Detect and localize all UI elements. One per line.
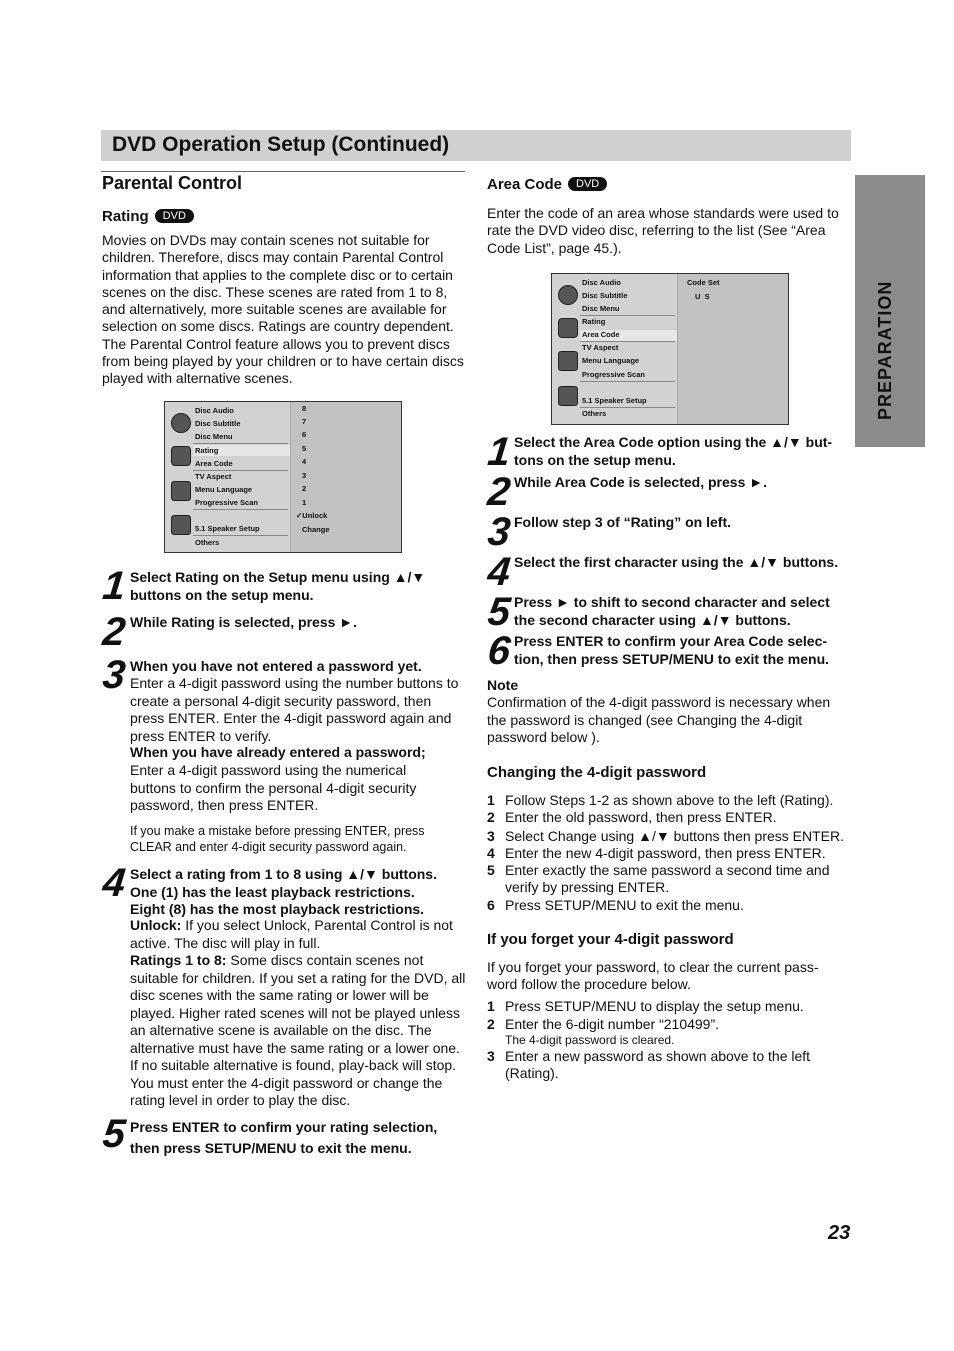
list-item — [487, 845, 852, 862]
list-text: Enter the new 4-digit password, then press ENTER. — [505, 845, 826, 861]
list-text: Enter the old password, then press ENTER. — [505, 809, 777, 825]
step-number: 2 — [485, 470, 513, 514]
step-text: Enter a 4-digit password using the number buttons to create a personal 4-digit security password, then press ENTER. Enter the 4-digit password again and press ENTER to verify. — [130, 675, 459, 744]
menu-separator — [193, 535, 288, 536]
list-text: Enter a new password as shown above to the left (Rating). — [505, 1048, 811, 1082]
list-number: 3 — [487, 1048, 495, 1064]
disc-icon — [558, 285, 578, 305]
list-text: Enter the 6-digit number “210499”. — [505, 1016, 720, 1032]
list-item — [487, 1048, 842, 1083]
step-text: While Area Code is selected, press ►. — [514, 474, 767, 490]
step-subheading: When you have not entered a password yet. — [130, 658, 422, 674]
tv-icon — [171, 481, 191, 501]
note-title: Note — [487, 677, 519, 693]
step-text: Enter a 4-digit password using the numerical buttons to confirm the personal 4-digit security password, then press ENTER. — [130, 762, 417, 813]
step-text: Follow step 3 of “Rating” on left. — [514, 514, 731, 530]
list-text: Press SETUP/MENU to exit the menu. — [505, 897, 744, 913]
menu-value: 8 — [302, 404, 307, 413]
page-title-bar — [101, 130, 851, 161]
menu-value-unlock: ✓Unlock — [296, 511, 328, 520]
rating-heading — [102, 208, 194, 225]
list-item — [487, 862, 852, 897]
list-subtext: The 4-digit password is cleared. — [505, 1033, 675, 1047]
lock-icon — [558, 318, 578, 338]
list-number: 2 — [487, 1016, 495, 1032]
menu-item: Disc Menu — [582, 304, 620, 313]
list-item — [487, 998, 842, 1016]
menu-item: Menu Language — [582, 356, 640, 365]
menu-item: Disc Audio — [195, 406, 234, 415]
list-item — [487, 897, 852, 914]
ratings-text: Some discs contain scenes not suitable for children. If you set a rating for the DVD, all disc scenes with the same rating or lower will be played. Higher rated scenes will not be played unless an alternative scene is available on the disc. The alternative must have the same rating or a lower one. If no suitable alternative is found, play-back will stop. You must enter the 4-digit password or change the rating level in order to play the disc. — [130, 952, 466, 1108]
step-number: 5 — [100, 1112, 128, 1156]
list-text: Enter exactly the same password a second time and verify by pressing ENTER. — [505, 862, 830, 896]
step-text: Press ENTER to confirm your rating selection, then press SETUP/MENU to exit the menu. — [130, 1119, 438, 1156]
list-item — [487, 792, 852, 809]
menu-value: 6 — [302, 430, 307, 439]
menu-item-selected: Area Code — [582, 330, 620, 339]
rating-setup-menu — [164, 401, 402, 553]
section-title: Parental Control — [102, 173, 243, 193]
menu-item: Rating — [582, 317, 606, 326]
list-item — [487, 1016, 842, 1033]
step-number: 6 — [485, 629, 513, 673]
menu-separator — [193, 443, 288, 444]
menu-item: Disc Subtitle — [582, 291, 628, 300]
menu-code-set-title: Code Set — [687, 278, 720, 287]
rating-heading-text: Rating — [102, 208, 149, 225]
menu-item: Disc Subtitle — [195, 419, 241, 428]
step-number: 4 — [485, 550, 513, 594]
ratings-label: Ratings 1 to 8: — [130, 952, 227, 968]
menu-item: 5.1 Speaker Setup — [195, 524, 260, 533]
rating-intro: Movies on DVDs may contain scenes not suitable for children. Therefore, discs may contain Parental Control information that applies to the complete disc or to certain scenes on the disc. These scenes are rated from 1 to 8, and alternatively, more suitable scenes are available for selection on some discs. Ratings are country dependent. The Parental Control feature allows you to prevent discs from being played by your children or to have certain discs played with alternative scenes. — [102, 232, 464, 387]
step-text: Select Rating on the Setup menu using ▲/▼ buttons on the setup menu. — [130, 569, 426, 603]
menu-item: TV Aspect — [195, 472, 232, 481]
menu-value: 2 — [302, 484, 307, 493]
step-text: Press ► to shift to second character and select the second character using ▲/▼ buttons. — [514, 594, 830, 628]
step-text: Select a rating from 1 to 8 using ▲/▼ buttons. One (1) has the least playback restrictions. Eight (8) has the most playback restrictions. — [130, 866, 437, 917]
speaker-icon — [171, 515, 191, 535]
step-unlock — [130, 917, 466, 952]
menu-item: Progressive Scan — [195, 498, 258, 507]
unlock-text: If you select Unlock, Parental Control is not active. The disc will play in full. — [130, 917, 453, 951]
list-item — [487, 809, 852, 828]
step-ratings — [130, 952, 466, 1110]
tv-icon — [558, 351, 578, 371]
menu-value: 5 — [302, 444, 307, 453]
area-code-heading — [487, 176, 607, 193]
menu-item: Others — [195, 538, 220, 547]
step-text: Select the first character using the ▲/▼ buttons. — [514, 554, 839, 570]
speaker-icon — [558, 386, 578, 406]
list-text: Press SETUP/MENU to display the setup menu. — [505, 998, 804, 1014]
area-code-heading-text: Area Code — [487, 176, 563, 193]
change-password-heading: Changing the 4-digit password — [487, 764, 707, 781]
step-text: While Rating is selected, press ►. — [130, 614, 358, 630]
step-text: Press ENTER to confirm your Area Code selec-tion, then press SETUP/MENU to exit the menu. — [514, 633, 830, 667]
area-code-intro: Enter the code of an area whose standards were used to rate the DVD video disc, referring to the list (See “Area Code List”, page 45.). — [487, 205, 839, 256]
menu-value: 3 — [302, 471, 307, 480]
list-text: Follow Steps 1-2 as shown above to the left (Rating). — [505, 792, 834, 808]
lock-icon — [171, 446, 191, 466]
list-number: 5 — [487, 862, 495, 878]
list-text: Select Change using ▲/▼ buttons then press ENTER. — [505, 828, 844, 844]
list-number: 2 — [487, 809, 495, 825]
step-number: 3 — [485, 510, 513, 554]
menu-item: Menu Language — [195, 485, 253, 494]
change-password-list — [487, 792, 852, 914]
forget-password-heading: If you forget your 4-digit password — [487, 931, 734, 948]
list-subnote — [487, 1033, 842, 1048]
note-text: Confirmation of the 4-digit password is necessary when the password is changed (see Changing the 4-digit password below ). — [487, 694, 831, 745]
menu-value-change: Change — [302, 525, 330, 534]
menu-code-value: U S — [695, 292, 710, 301]
step-number: 4 — [100, 861, 128, 905]
page-number: 23 — [828, 1222, 851, 1244]
menu-value: 4 — [302, 457, 307, 466]
list-number: 1 — [487, 998, 495, 1014]
list-number: 3 — [487, 828, 495, 844]
menu-item: 5.1 Speaker Setup — [582, 396, 647, 405]
menu-separator — [580, 315, 675, 316]
list-number: 4 — [487, 845, 495, 861]
step-number: 1 — [485, 430, 513, 474]
menu-separator — [193, 470, 288, 471]
menu-item: Others — [582, 409, 607, 418]
step-number: 1 — [100, 564, 128, 608]
menu-item-selected: Rating — [195, 446, 219, 455]
step-note: If you make a mistake before pressing ENTER, press CLEAR and enter 4-digit security password again. — [130, 824, 425, 854]
list-number: 6 — [487, 897, 495, 913]
side-tab — [855, 175, 925, 447]
menu-value: 7 — [302, 417, 307, 426]
step-subheading: When you have already entered a password; — [130, 744, 426, 760]
step-text: Select the Area Code option using the ▲/▼ but-tons on the setup menu. — [514, 434, 833, 468]
section-rule — [101, 171, 465, 172]
menu-item: Disc Audio — [582, 278, 621, 287]
menu-separator — [193, 509, 288, 510]
area-code-setup-menu — [551, 273, 789, 425]
step-number: 2 — [100, 610, 128, 654]
list-item — [487, 828, 852, 845]
side-tab-label: PREPARATION — [875, 280, 895, 420]
menu-separator — [580, 341, 675, 342]
menu-separator — [580, 381, 675, 382]
dvd-badge: DVD — [568, 177, 607, 191]
dvd-badge: DVD — [155, 209, 194, 223]
page-title: DVD Operation Setup (Continued) — [112, 133, 450, 156]
menu-value: 1 — [302, 498, 307, 507]
menu-separator — [580, 407, 675, 408]
list-number: 1 — [487, 792, 495, 808]
forget-password-list — [487, 998, 842, 1083]
menu-item: Disc Menu — [195, 432, 233, 441]
disc-icon — [171, 413, 191, 433]
menu-item: Area Code — [195, 459, 233, 468]
menu-item: Progressive Scan — [582, 370, 645, 379]
forget-password-intro: If you forget your password, to clear the current pass-word follow the procedure below. — [487, 959, 819, 993]
step-number: 3 — [100, 653, 128, 697]
unlock-label: Unlock: — [130, 917, 182, 933]
menu-item: TV Aspect — [582, 343, 619, 352]
step-number: 5 — [485, 590, 513, 634]
